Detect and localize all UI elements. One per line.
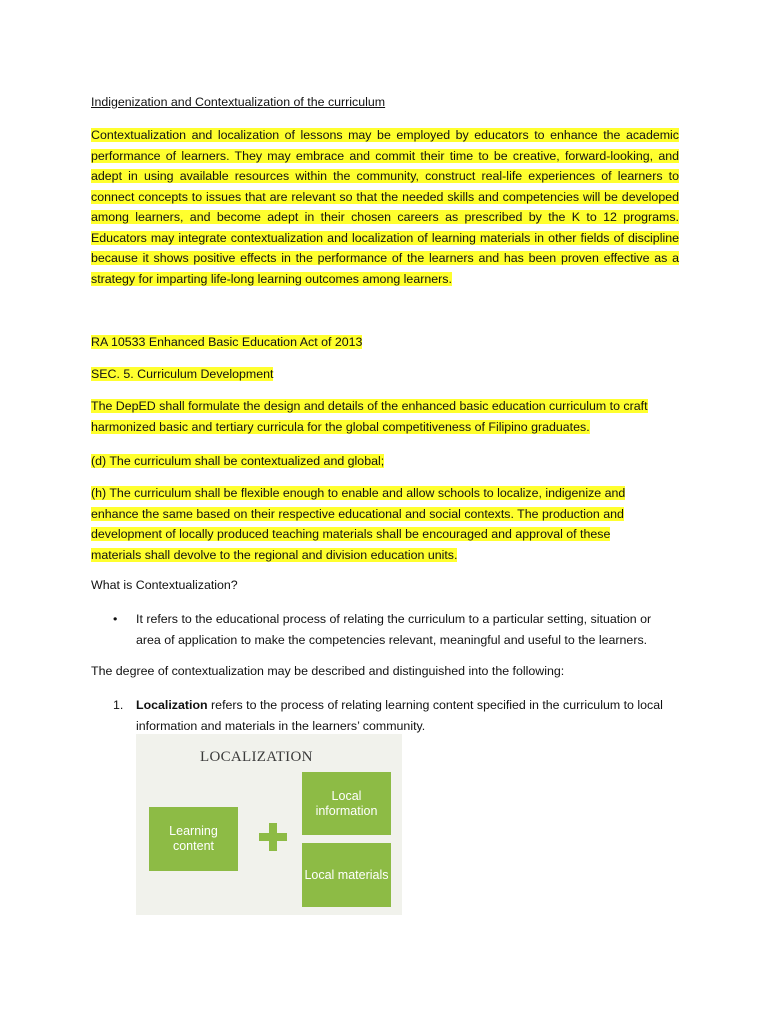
list-term: Localization xyxy=(136,698,208,712)
bullet-symbol: • xyxy=(113,612,118,626)
provision-h-line-2: enhance the same based on their respective educational and social contexts. The production and xyxy=(91,506,624,521)
list-text xyxy=(136,695,681,736)
deped-line-2: harmonized basic and tertiary curricula for the global competitiveness of Filipino graduates. xyxy=(91,419,590,434)
what-question: What is Contextualization? xyxy=(91,578,238,592)
localization-diagram xyxy=(136,734,402,915)
provision-d-text: (d) The curriculum shall be contextualized and global; xyxy=(91,454,385,468)
sec-heading xyxy=(91,364,679,385)
provision-d xyxy=(91,451,679,472)
ra-heading-text: RA 10533 Enhanced Basic Education Act of 2013 xyxy=(91,335,363,349)
list-number: 1. xyxy=(113,698,124,712)
plus-icon xyxy=(259,823,287,851)
intro-paragraph xyxy=(91,125,679,289)
learning-content-box: Learning content xyxy=(149,807,238,871)
local-information-box: Local information xyxy=(302,772,391,835)
provision-h-line-1: (h) The curriculum shall be flexible enough to enable and allow schools to localize, indigenize and xyxy=(91,486,626,500)
sec-heading-text: SEC. 5. Curriculum Development xyxy=(91,367,274,381)
document-title: Indigenization and Contextualization of the curriculum xyxy=(91,95,386,109)
provision-h xyxy=(91,483,679,565)
bullet-text: It refers to the educational process of relating the curriculum to a particular setting, situation or area of application to make the competencies relevant, meaningful and useful to the learners. xyxy=(136,612,652,647)
intro-paragraph-text: Contextualization and localization of lessons may be employed by educators to enhance the academic performance of learners. They may embrace and commit their time to be creative, forward-looking, and adept in using available resources within the community, construct real-life experiences of learners to connect concepts to issues that are relevant so that the needed skills and competencies will be developed among learners, and become adept in their chosen careers as prescribed by the K to 12 programs. Educators may integrate contextualization and localization of learning materials in other fields of discipline because it shows positive effects in the performance of the learners and has been proven effective as a strategy for imparting life-long learning outcomes among learners. xyxy=(91,128,679,286)
degree-text: The degree of contextualization may be described and distinguished into the following: xyxy=(91,664,565,678)
provision-h-line-4: materials shall devolve to the regional and division education units. xyxy=(91,547,458,562)
deped-line-1: The DepED shall formulate the design and details of the enhanced basic education curriculum to craft xyxy=(91,399,648,413)
diagram-title: LOCALIZATION xyxy=(200,749,313,765)
local-materials-box: Local materials xyxy=(302,843,391,907)
ra-heading xyxy=(91,332,679,353)
list-description: refers to the process of relating learning content specified in the curriculum to local information and materials in the learners’ community. xyxy=(136,698,663,733)
deped-paragraph xyxy=(91,396,679,437)
provision-h-line-3: development of locally produced teaching materials shall be encouraged and approval of these xyxy=(91,527,611,541)
